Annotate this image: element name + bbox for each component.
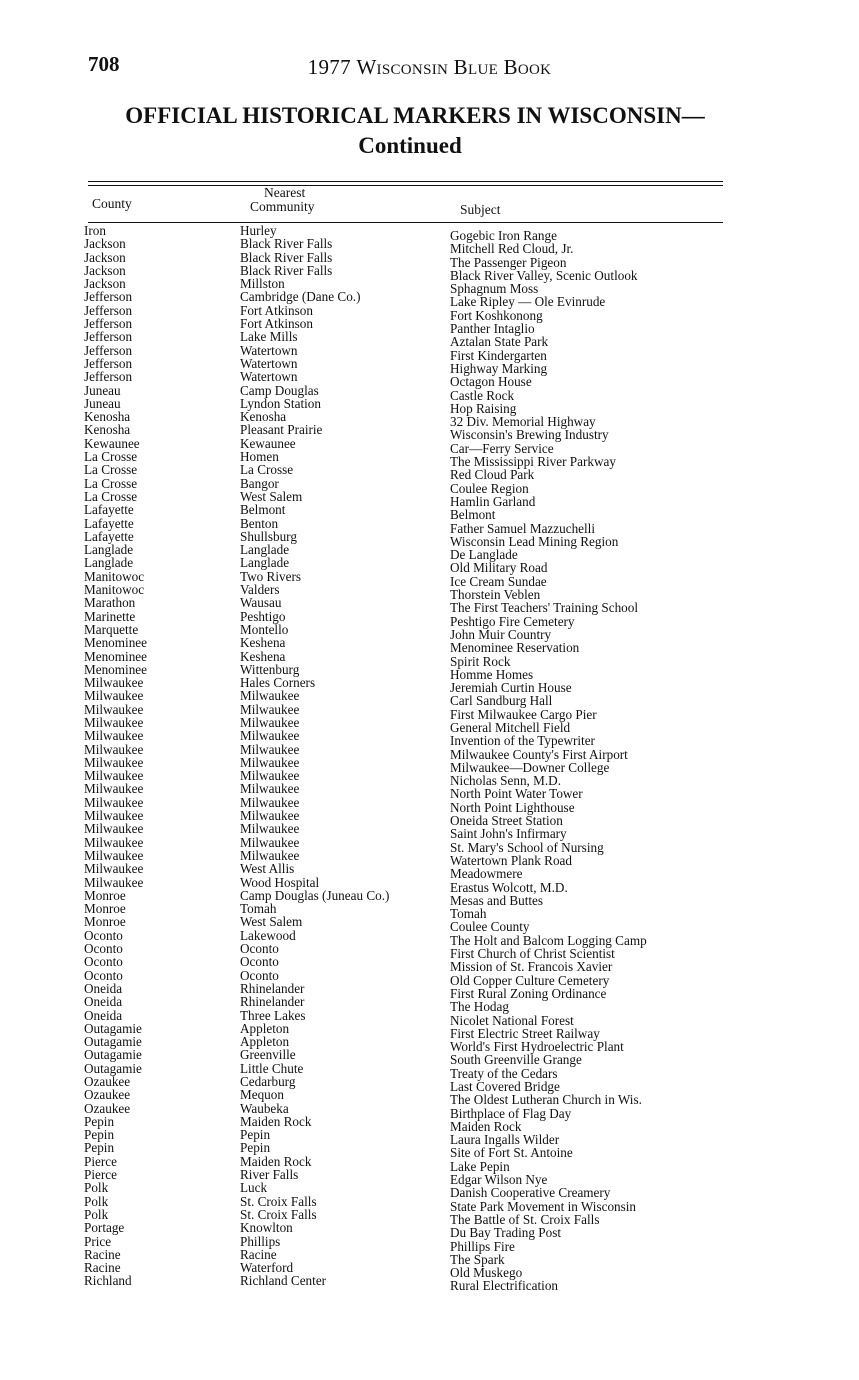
column-header-subject: Subject [460, 202, 501, 217]
county-cell: Jackson [84, 249, 126, 265]
community-cell: St. Croix Falls [240, 1193, 317, 1209]
community-cell: Homen [240, 449, 279, 465]
subject-cell: Wisconsin's Brewing Industry [450, 427, 609, 443]
subject-cell: Mission of St. Francois Xavier [450, 959, 613, 975]
county-cell: Jefferson [84, 369, 133, 385]
county-cell: Polk [84, 1180, 109, 1196]
community-cell: Keshena [240, 635, 286, 651]
community-cell: West Salem [240, 914, 303, 930]
table-row [84, 224, 725, 237]
subject-cell: Hamlin Garland [450, 493, 536, 509]
community-cell: Waubeka [240, 1100, 289, 1116]
county-cell: Kenosha [84, 422, 131, 438]
county-cell: Jackson [84, 276, 126, 292]
community-cell: Milwaukee [240, 794, 300, 810]
county-cell: Milwaukee [84, 847, 144, 863]
community-cell: Wittenburg [240, 661, 300, 677]
community-cell: Milwaukee [240, 781, 300, 797]
subject-cell: Gogebic Iron Range [450, 228, 557, 243]
county-cell: La Crosse [84, 449, 138, 465]
subject-cell: Phillips Fire [450, 1238, 515, 1254]
county-cell: Milwaukee [84, 675, 144, 691]
column-header-community: Community [250, 199, 315, 214]
subject-cell: Spirit Rock [450, 653, 511, 669]
county-cell: Lafayette [84, 502, 134, 518]
community-cell: Langlade [240, 542, 290, 558]
community-cell: Cedarburg [240, 1074, 296, 1089]
county-cell: Milwaukee [84, 714, 144, 730]
subject-cell: Old Copper Culture Cemetery [450, 972, 610, 988]
header-bottom-rule [88, 222, 723, 223]
community-cell: Milwaukee [240, 808, 300, 824]
subject-cell: Ice Cream Sundae [450, 573, 547, 589]
subject-cell: Peshtigo Fire Cemetery [450, 613, 575, 629]
community-cell: Three Lakes [240, 1007, 306, 1023]
county-cell: Pepin [84, 1140, 115, 1156]
subject-cell: Menominee Reservation [450, 640, 580, 656]
community-cell: Pepin [240, 1140, 271, 1156]
county-cell: Outagamie [84, 1060, 142, 1076]
subject-cell: Watertown Plank Road [450, 852, 572, 868]
community-cell: Kenosha [240, 409, 287, 425]
subject-cell: Coulee County [450, 919, 530, 935]
community-cell: Black River Falls [240, 249, 333, 265]
subject-cell: North Point Lighthouse [450, 799, 575, 815]
subject-cell: Aztalan State Park [450, 334, 549, 350]
header-top-rule [88, 181, 723, 182]
community-cell: Cambridge (Dane Co.) [240, 289, 361, 305]
community-cell: Black River Falls [240, 262, 333, 278]
community-cell: Valders [240, 582, 280, 598]
subject-cell: North Point Water Tower [450, 786, 583, 802]
community-cell: Waterford [240, 1260, 294, 1276]
subject-cell: The First Teachers' Training School [450, 600, 639, 616]
subject-cell: Invention of the Typewriter [450, 733, 595, 749]
county-cell: Milwaukee [84, 794, 144, 810]
county-cell: Milwaukee [84, 768, 144, 784]
county-cell: Ozaukee [84, 1100, 131, 1116]
county-cell: Menominee [84, 648, 147, 664]
subject-cell: Site of Fort St. Antoine [450, 1145, 573, 1161]
subject-cell: Homme Homes [450, 666, 534, 682]
county-cell: Langlade [84, 542, 134, 558]
county-cell: Pepin [84, 1113, 115, 1129]
subject-cell: Treaty of the Cedars [450, 1065, 558, 1081]
subject-cell: Du Bay Trading Post [450, 1225, 562, 1241]
community-cell: Milwaukee [240, 714, 300, 730]
subject-cell: Old Muskego [450, 1265, 523, 1281]
county-cell: Racine [84, 1246, 121, 1262]
community-cell: Watertown [240, 355, 298, 371]
subject-cell: Octagon House [450, 374, 532, 390]
subject-cell: Last Covered Bridge [450, 1079, 560, 1094]
community-cell: Peshtigo [240, 608, 286, 624]
county-cell: Langlade [84, 555, 134, 571]
community-cell: Maiden Rock [240, 1153, 312, 1169]
community-cell: Milwaukee [240, 768, 300, 784]
page-title-line1: OFFICIAL HISTORICAL MARKERS IN WISCONSIN— [125, 103, 705, 128]
community-cell: Richland Center [240, 1273, 327, 1289]
community-cell: Keshena [240, 648, 286, 664]
subject-cell: The Hodag [450, 999, 509, 1015]
county-cell: Jefferson [84, 355, 133, 371]
subject-cell: First Electric Street Railway [450, 1025, 600, 1041]
subject-cell: Castle Rock [450, 387, 515, 403]
subject-cell: Sphagnum Moss [450, 281, 539, 297]
county-cell: Jefferson [84, 329, 133, 345]
county-cell: Oconto [84, 954, 123, 970]
community-cell: Bangor [240, 475, 279, 491]
community-cell: Oconto [240, 967, 279, 983]
community-cell: Hales Corners [240, 675, 316, 691]
subject-cell: Jeremiah Curtin House [450, 680, 572, 696]
subject-cell: Lake Ripley — Ole Evinrude [450, 294, 606, 310]
county-cell: Richland [84, 1273, 132, 1289]
subject-cell: Nicholas Senn, M.D. [450, 773, 561, 789]
subject-cell: Thorstein Veblen [450, 587, 541, 603]
page-title [0, 101, 820, 161]
community-cell: Milwaukee [240, 688, 300, 704]
county-cell: Marinette [84, 608, 136, 624]
subject-cell: The Battle of St. Croix Falls [450, 1211, 600, 1227]
county-cell: Lafayette [84, 528, 134, 544]
community-cell: Pleasant Prairie [240, 422, 323, 438]
subject-cell: Highway Marking [450, 360, 548, 376]
county-cell: Marathon [84, 595, 136, 611]
community-cell: La Crosse [240, 462, 294, 478]
community-cell: Oconto [240, 941, 279, 957]
subject-cell: Wisconsin Lead Mining Region [450, 533, 619, 549]
county-cell: Kewaunee [84, 435, 140, 451]
community-cell: Luck [240, 1180, 268, 1196]
subject-cell: Erastus Wolcott, M.D. [450, 879, 568, 895]
subject-cell: Belmont [450, 507, 496, 523]
community-cell: Pepin [240, 1127, 271, 1143]
community-cell: Fort Atkinson [240, 316, 313, 332]
county-cell: Oconto [84, 941, 123, 957]
county-cell: Milwaukee [84, 834, 144, 850]
county-cell: Pepin [84, 1127, 115, 1143]
community-cell: West Allis [240, 861, 295, 877]
subject-cell: General Mitchell Field [450, 719, 571, 735]
county-cell: Oneida [84, 1007, 123, 1023]
county-cell: Jefferson [84, 302, 133, 318]
community-cell: Little Chute [240, 1060, 304, 1076]
subject-cell: Fort Koshkonong [450, 307, 543, 323]
subject-cell: St. Mary's School of Nursing [450, 839, 604, 855]
community-cell: Benton [240, 515, 279, 531]
community-cell: River Falls [240, 1167, 299, 1183]
county-cell: Manitowoc [84, 582, 145, 598]
subject-cell: Nicolet National Forest [450, 1012, 574, 1028]
community-cell: Langlade [240, 555, 290, 571]
running-head-title: Wisconsin Blue Book [356, 55, 552, 79]
community-cell: Phillips [240, 1233, 281, 1249]
community-cell: Watertown [240, 342, 298, 358]
page-title-line2: Continued [358, 133, 462, 158]
county-cell: Oconto [84, 927, 123, 943]
county-cell: Milwaukee [84, 701, 144, 717]
subject-cell: Mitchell Red Cloud, Jr. [450, 241, 574, 257]
running-head-year: 1977 [307, 55, 351, 79]
subject-cell: Saint John's Infirmary [450, 826, 567, 842]
county-cell: Oneida [84, 994, 123, 1010]
community-cell: Hurley [240, 223, 277, 238]
county-cell: Monroe [84, 914, 126, 930]
county-cell: Jefferson [84, 289, 133, 305]
county-cell: Juneau [84, 395, 121, 411]
community-cell: West Salem [240, 488, 303, 504]
subject-cell: Rural Electrification [450, 1278, 559, 1294]
community-cell: Milwaukee [240, 821, 300, 837]
subject-cell: First Milwaukee Cargo Pier [450, 706, 597, 722]
community-cell: Appleton [240, 1034, 290, 1050]
column-header-county: County [92, 196, 132, 211]
community-cell: Camp Douglas [240, 382, 319, 398]
county-cell: Ozaukee [84, 1087, 131, 1103]
county-cell: Milwaukee [84, 728, 144, 744]
county-cell: Pierce [84, 1153, 117, 1169]
subject-cell: Father Samuel Mazzuchelli [450, 520, 596, 536]
county-cell: Pierce [84, 1167, 117, 1183]
subject-cell: Oneida Street Station [450, 813, 563, 829]
community-cell: Lakewood [240, 927, 296, 943]
county-cell: Manitowoc [84, 568, 145, 584]
community-cell: Milwaukee [240, 701, 300, 717]
header-top-rule-inner [88, 185, 723, 186]
community-cell: Greenville [240, 1047, 296, 1063]
subject-cell: The Passenger Pigeon [450, 254, 567, 270]
subject-cell: State Park Movement in Wisconsin [450, 1198, 637, 1214]
community-cell: Two Rivers [240, 568, 301, 584]
community-cell: Knowlton [240, 1220, 293, 1236]
county-cell: Jackson [84, 262, 126, 278]
community-cell: Rhinelander [240, 980, 305, 996]
community-cell: Lake Mills [240, 329, 298, 345]
community-cell: Milwaukee [240, 834, 300, 850]
subject-cell: The Mississippi River Parkway [450, 454, 616, 470]
community-cell: Oconto [240, 954, 279, 970]
community-cell: Milwaukee [240, 728, 300, 744]
county-cell: Polk [84, 1193, 109, 1209]
subject-cell: South Greenville Grange [450, 1052, 582, 1068]
column-header-nearest: Nearest [264, 185, 306, 200]
subject-cell: Maiden Rock [450, 1118, 522, 1134]
community-cell: Maiden Rock [240, 1113, 312, 1129]
county-cell: Milwaukee [84, 754, 144, 770]
subject-cell: Milwaukee—Downer College [450, 759, 610, 775]
subject-cell: World's First Hydroelectric Plant [450, 1039, 624, 1055]
county-cell: Jackson [84, 236, 126, 252]
subject-cell: Carl Sandburg Hall [450, 693, 553, 709]
subject-cell: The Holt and Balcom Logging Camp [450, 932, 647, 948]
subject-cell: Laura Ingalls Wilder [450, 1132, 560, 1148]
county-cell: Iron [84, 223, 106, 238]
county-cell: Menominee [84, 661, 147, 677]
community-cell: Camp Douglas (Juneau Co.) [240, 887, 390, 903]
community-cell: Kewaunee [240, 435, 296, 451]
county-cell: Milwaukee [84, 781, 144, 797]
subject-cell: Meadowmere [450, 866, 523, 882]
subject-cell: Old Military Road [450, 560, 548, 576]
subject-cell: The Spark [450, 1251, 505, 1267]
county-cell: Oneida [84, 980, 123, 996]
subject-cell: Tomah [450, 906, 487, 922]
subject-cell: Birthplace of Flag Day [450, 1105, 572, 1121]
subject-cell: Edgar Wilson Nye [450, 1172, 548, 1188]
subject-cell: First Church of Christ Scientist [450, 946, 615, 962]
subject-cell: 32 Div. Memorial Highway [450, 414, 596, 430]
county-cell: Lafayette [84, 515, 134, 531]
county-cell: Milwaukee [84, 808, 144, 824]
community-cell: Wausau [240, 595, 282, 611]
community-cell: Black River Falls [240, 236, 333, 252]
county-cell: Portage [84, 1220, 125, 1236]
county-cell: Milwaukee [84, 874, 144, 890]
community-cell: Lyndon Station [240, 395, 321, 411]
subject-cell: Lake Pepin [450, 1158, 510, 1174]
subject-cell: Milwaukee County's First Airport [450, 746, 628, 762]
subject-cell: Red Cloud Park [450, 467, 535, 483]
subject-cell: Coulee Region [450, 480, 529, 496]
county-cell: Outagamie [84, 1034, 142, 1050]
subject-cell: Panther Intaglio [450, 321, 535, 337]
community-cell: Milwaukee [240, 847, 300, 863]
county-cell: Polk [84, 1206, 109, 1222]
county-cell: Outagamie [84, 1047, 142, 1063]
running-head [0, 55, 859, 80]
community-cell: Belmont [240, 502, 286, 518]
page-number: 708 [88, 52, 120, 76]
subject-cell: First Rural Zoning Ordinance [450, 985, 607, 1001]
community-cell: Shullsburg [240, 528, 297, 544]
community-cell: Milwaukee [240, 754, 300, 770]
county-cell: Milwaukee [84, 688, 144, 704]
community-cell: Mequon [240, 1087, 284, 1103]
county-cell: Milwaukee [84, 861, 144, 877]
county-cell: Outagamie [84, 1020, 142, 1036]
county-cell: Oconto [84, 967, 123, 983]
community-cell: Racine [240, 1246, 277, 1262]
markers-table [84, 223, 725, 1294]
county-cell: Jefferson [84, 316, 133, 332]
subject-cell: Hop Raising [450, 400, 517, 416]
county-cell: Marquette [84, 621, 139, 637]
community-cell: Appleton [240, 1020, 290, 1036]
county-cell: La Crosse [84, 488, 138, 504]
subject-cell: The Oldest Lutheran Church in Wis. [450, 1092, 642, 1108]
community-cell: Wood Hospital [240, 874, 320, 890]
community-cell: Milwaukee [240, 741, 300, 757]
county-cell: Price [84, 1233, 112, 1249]
subject-cell: Black River Valley, Scenic Outlook [450, 267, 638, 283]
subject-cell: Car—Ferry Service [450, 440, 554, 456]
subject-cell: First Kindergarten [450, 347, 547, 363]
subject-cell: De Langlade [450, 547, 518, 563]
community-cell: Fort Atkinson [240, 302, 313, 318]
markers-table-body [84, 223, 725, 1294]
county-cell: La Crosse [84, 475, 138, 491]
subject-cell: Danish Cooperative Creamery [450, 1185, 611, 1201]
county-cell: Milwaukee [84, 821, 144, 837]
county-cell: Menominee [84, 635, 147, 651]
county-cell: Kenosha [84, 409, 131, 425]
community-cell: Watertown [240, 369, 298, 385]
community-cell: Rhinelander [240, 994, 305, 1010]
county-cell: Monroe [84, 901, 126, 917]
community-cell: St. Croix Falls [240, 1206, 317, 1222]
county-cell: La Crosse [84, 462, 138, 478]
subject-cell: John Muir Country [450, 626, 552, 642]
county-cell: Milwaukee [84, 741, 144, 757]
county-cell: Racine [84, 1260, 121, 1276]
community-cell: Millston [240, 276, 285, 292]
county-cell: Ozaukee [84, 1074, 131, 1089]
community-cell: Montello [240, 621, 289, 637]
community-cell: Tomah [240, 901, 277, 917]
subject-cell: Mesas and Buttes [450, 892, 544, 908]
county-cell: Jefferson [84, 342, 133, 358]
county-cell: Juneau [84, 382, 121, 398]
county-cell: Monroe [84, 887, 126, 903]
